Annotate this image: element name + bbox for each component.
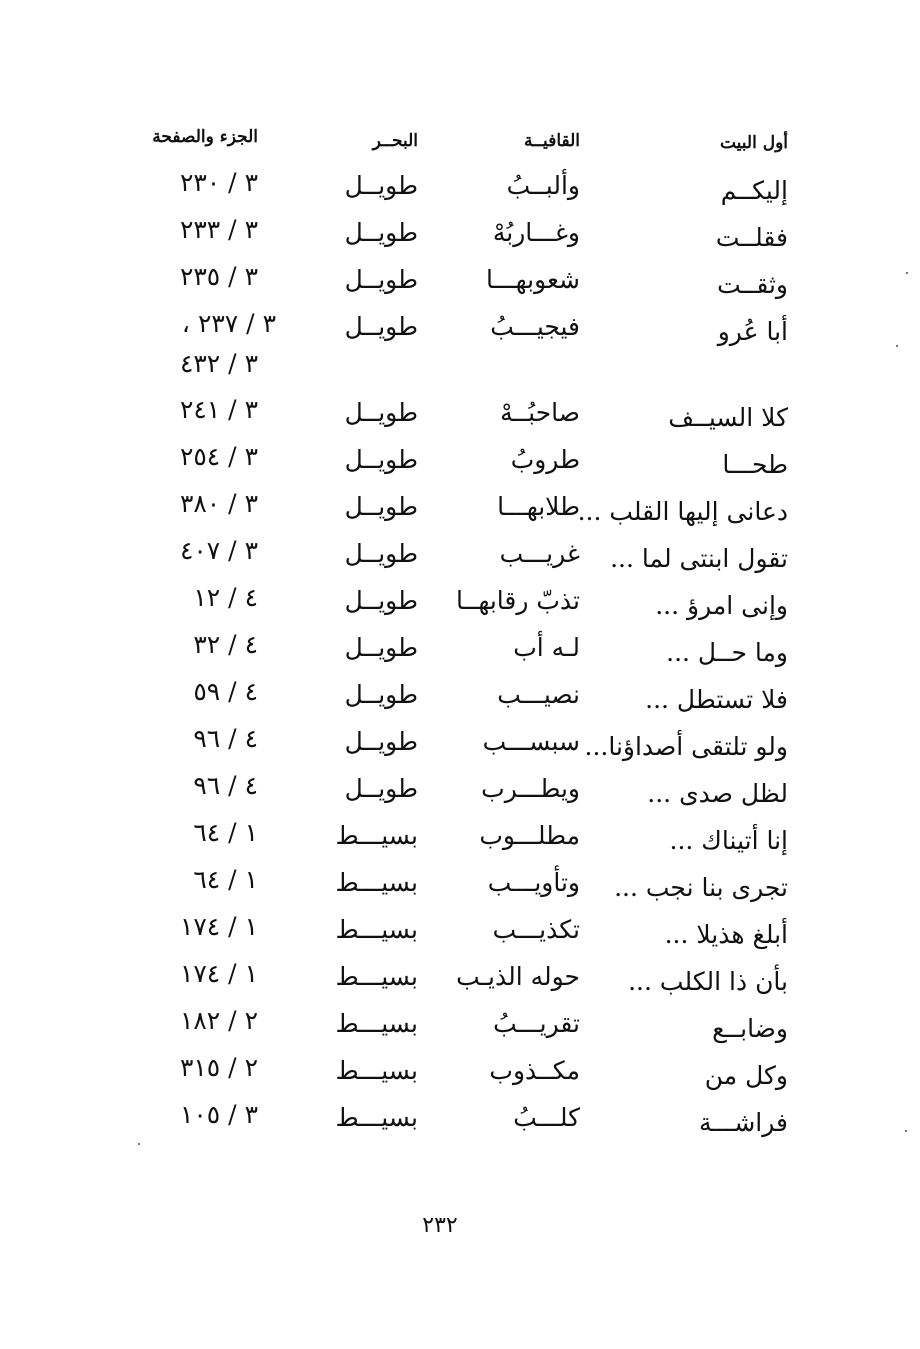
cell-volume-page: ١ / ١٧٤ xyxy=(179,959,258,988)
cell-meter: طويــل xyxy=(344,492,418,521)
cell-meter: طويــل xyxy=(344,633,418,662)
cell-volume-page: ٣ / ٢٥٤ xyxy=(179,442,258,471)
cell-meter: بسيـــط xyxy=(335,1103,418,1132)
cell-volume-page: ١ / ١٧٤ xyxy=(179,912,258,941)
cell-meter: بسيـــط xyxy=(335,1056,418,1085)
cell-rhyme: طلابهـــا xyxy=(497,492,580,521)
cell-meter: بسيـــط xyxy=(335,821,418,850)
cell-first-line: تجرى بنا نجب ... xyxy=(614,873,788,902)
cell-rhyme: ويطـــرب xyxy=(481,774,580,803)
scan-speck xyxy=(896,345,898,347)
cell-rhyme: شعوبهـــا xyxy=(486,265,580,294)
header-rhyme: القافيــة xyxy=(523,131,580,151)
cell-first-line: أبلغ هذيلا ... xyxy=(664,920,788,949)
cell-volume-page: ٣ / ٢٣٠ xyxy=(179,168,258,197)
cell-meter: بسيـــط xyxy=(335,962,418,991)
cell-volume-page: ٣ / ٤٠٧ xyxy=(179,536,258,565)
cell-rhyme: تذبّ رقابهــا xyxy=(456,586,580,615)
cell-rhyme: سبســـب xyxy=(482,727,580,756)
cell-first-line: وثقــت xyxy=(717,270,788,299)
cell-rhyme: وتأويـــب xyxy=(487,868,580,897)
page-number: ٢٣٢ xyxy=(422,1213,458,1238)
cell-first-line: وكل من xyxy=(704,1061,788,1090)
cell-first-line: دعانى إليها القلب ... xyxy=(577,497,788,526)
cell-volume-page: ٢ / ١٨٢ xyxy=(179,1006,258,1035)
cell-first-line: لظل صدى ... xyxy=(647,779,788,808)
cell-rhyme: حوله الذيـب xyxy=(456,962,580,991)
cell-first-line: وإنى امرؤ ... xyxy=(655,591,788,620)
cell-meter: طويــل xyxy=(344,539,418,568)
cell-volume-page: ٣ / ٢٣٧ ، xyxy=(181,309,276,338)
cell-rhyme: غريـــب xyxy=(499,539,580,568)
cell-first-line: طحـــا xyxy=(722,450,788,479)
cell-first-line: أبا عُرو xyxy=(717,317,788,346)
cell-meter: طويــل xyxy=(344,218,418,247)
cell-meter: طويــل xyxy=(344,680,418,709)
cell-first-line: تقول ابنتى لما ... xyxy=(610,544,788,573)
cell-volume-page: ٣ / ٢٤١ xyxy=(179,395,258,424)
cell-meter: طويــل xyxy=(344,398,418,427)
cell-volume-page: ٣ / ١٠٥ xyxy=(179,1100,258,1129)
cell-rhyme: فيجيـــبُ xyxy=(490,312,580,341)
cell-first-line: فلا تستطل ... xyxy=(645,685,788,714)
cell-volume-page: ٢ / ٣١٥ xyxy=(179,1053,258,1082)
cell-volume-page: ٤ / ١٢ xyxy=(193,583,258,612)
cell-meter: طويــل xyxy=(344,586,418,615)
cell-volume-page: ٤ / ٩٦ xyxy=(193,771,258,800)
header-volume-page: الجزء والصفحة xyxy=(152,127,258,147)
cell-rhyme: كلـــبُ xyxy=(513,1103,580,1132)
header-meter: البحــر xyxy=(372,131,418,151)
cell-meter: طويــل xyxy=(344,171,418,200)
scan-speck xyxy=(138,1143,140,1145)
cell-first-line: وما حــل ... xyxy=(666,638,788,667)
cell-first-line: بأن ذا الكلب ... xyxy=(628,967,788,996)
cell-meter: طويــل xyxy=(344,727,418,756)
cell-volume-page-continued: ٣ / ٤٣٢ xyxy=(179,349,258,378)
cell-meter: طويــل xyxy=(344,774,418,803)
cell-first-line: ولو تلتقى أصداؤنا... xyxy=(584,732,788,761)
cell-volume-page: ٣ / ٣٨٠ xyxy=(179,489,258,518)
cell-rhyme: تكذيـــب xyxy=(492,915,580,944)
cell-first-line: وضابــع xyxy=(712,1014,788,1043)
cell-volume-page: ٤ / ٩٦ xyxy=(193,724,258,753)
cell-volume-page: ١ / ٦٤ xyxy=(193,818,258,847)
cell-meter: بسيـــط xyxy=(335,1009,418,1038)
cell-meter: طويــل xyxy=(344,445,418,474)
cell-first-line: إنا أتيناك ... xyxy=(669,826,788,855)
scan-speck xyxy=(906,272,908,274)
cell-meter: طويــل xyxy=(344,265,418,294)
cell-rhyme: تقريـــبُ xyxy=(493,1009,580,1038)
cell-first-line: فقلــت xyxy=(715,223,788,252)
cell-first-line: كلا السيــف xyxy=(668,403,788,432)
cell-rhyme: وألبــبُ xyxy=(506,171,580,200)
cell-volume-page: ١ / ٦٤ xyxy=(193,865,258,894)
cell-meter: طويــل xyxy=(344,312,418,341)
cell-meter: بسيـــط xyxy=(335,915,418,944)
cell-volume-page: ٣ / ٢٣٣ xyxy=(179,215,258,244)
header-first-line: أول البيت xyxy=(719,133,788,153)
cell-rhyme: وغـــاربُهْ xyxy=(492,218,580,247)
cell-rhyme: مطلـــوب xyxy=(479,821,580,850)
cell-rhyme: نصيـــب xyxy=(497,680,580,709)
scan-speck xyxy=(905,1130,907,1132)
cell-rhyme: صاحبُــهْ xyxy=(500,398,580,427)
cell-first-line: إليكــم xyxy=(720,176,788,205)
cell-rhyme: مكــذوب xyxy=(489,1056,580,1085)
cell-volume-page: ٤ / ٣٢ xyxy=(193,630,258,659)
cell-rhyme: طروبُ xyxy=(510,445,580,474)
cell-first-line: فراشـــة xyxy=(698,1108,788,1137)
cell-meter: بسيـــط xyxy=(335,868,418,897)
cell-volume-page: ٣ / ٢٣٥ xyxy=(179,262,258,291)
cell-volume-page: ٤ / ٥٩ xyxy=(193,677,258,706)
cell-rhyme: لـه أب xyxy=(513,633,580,662)
